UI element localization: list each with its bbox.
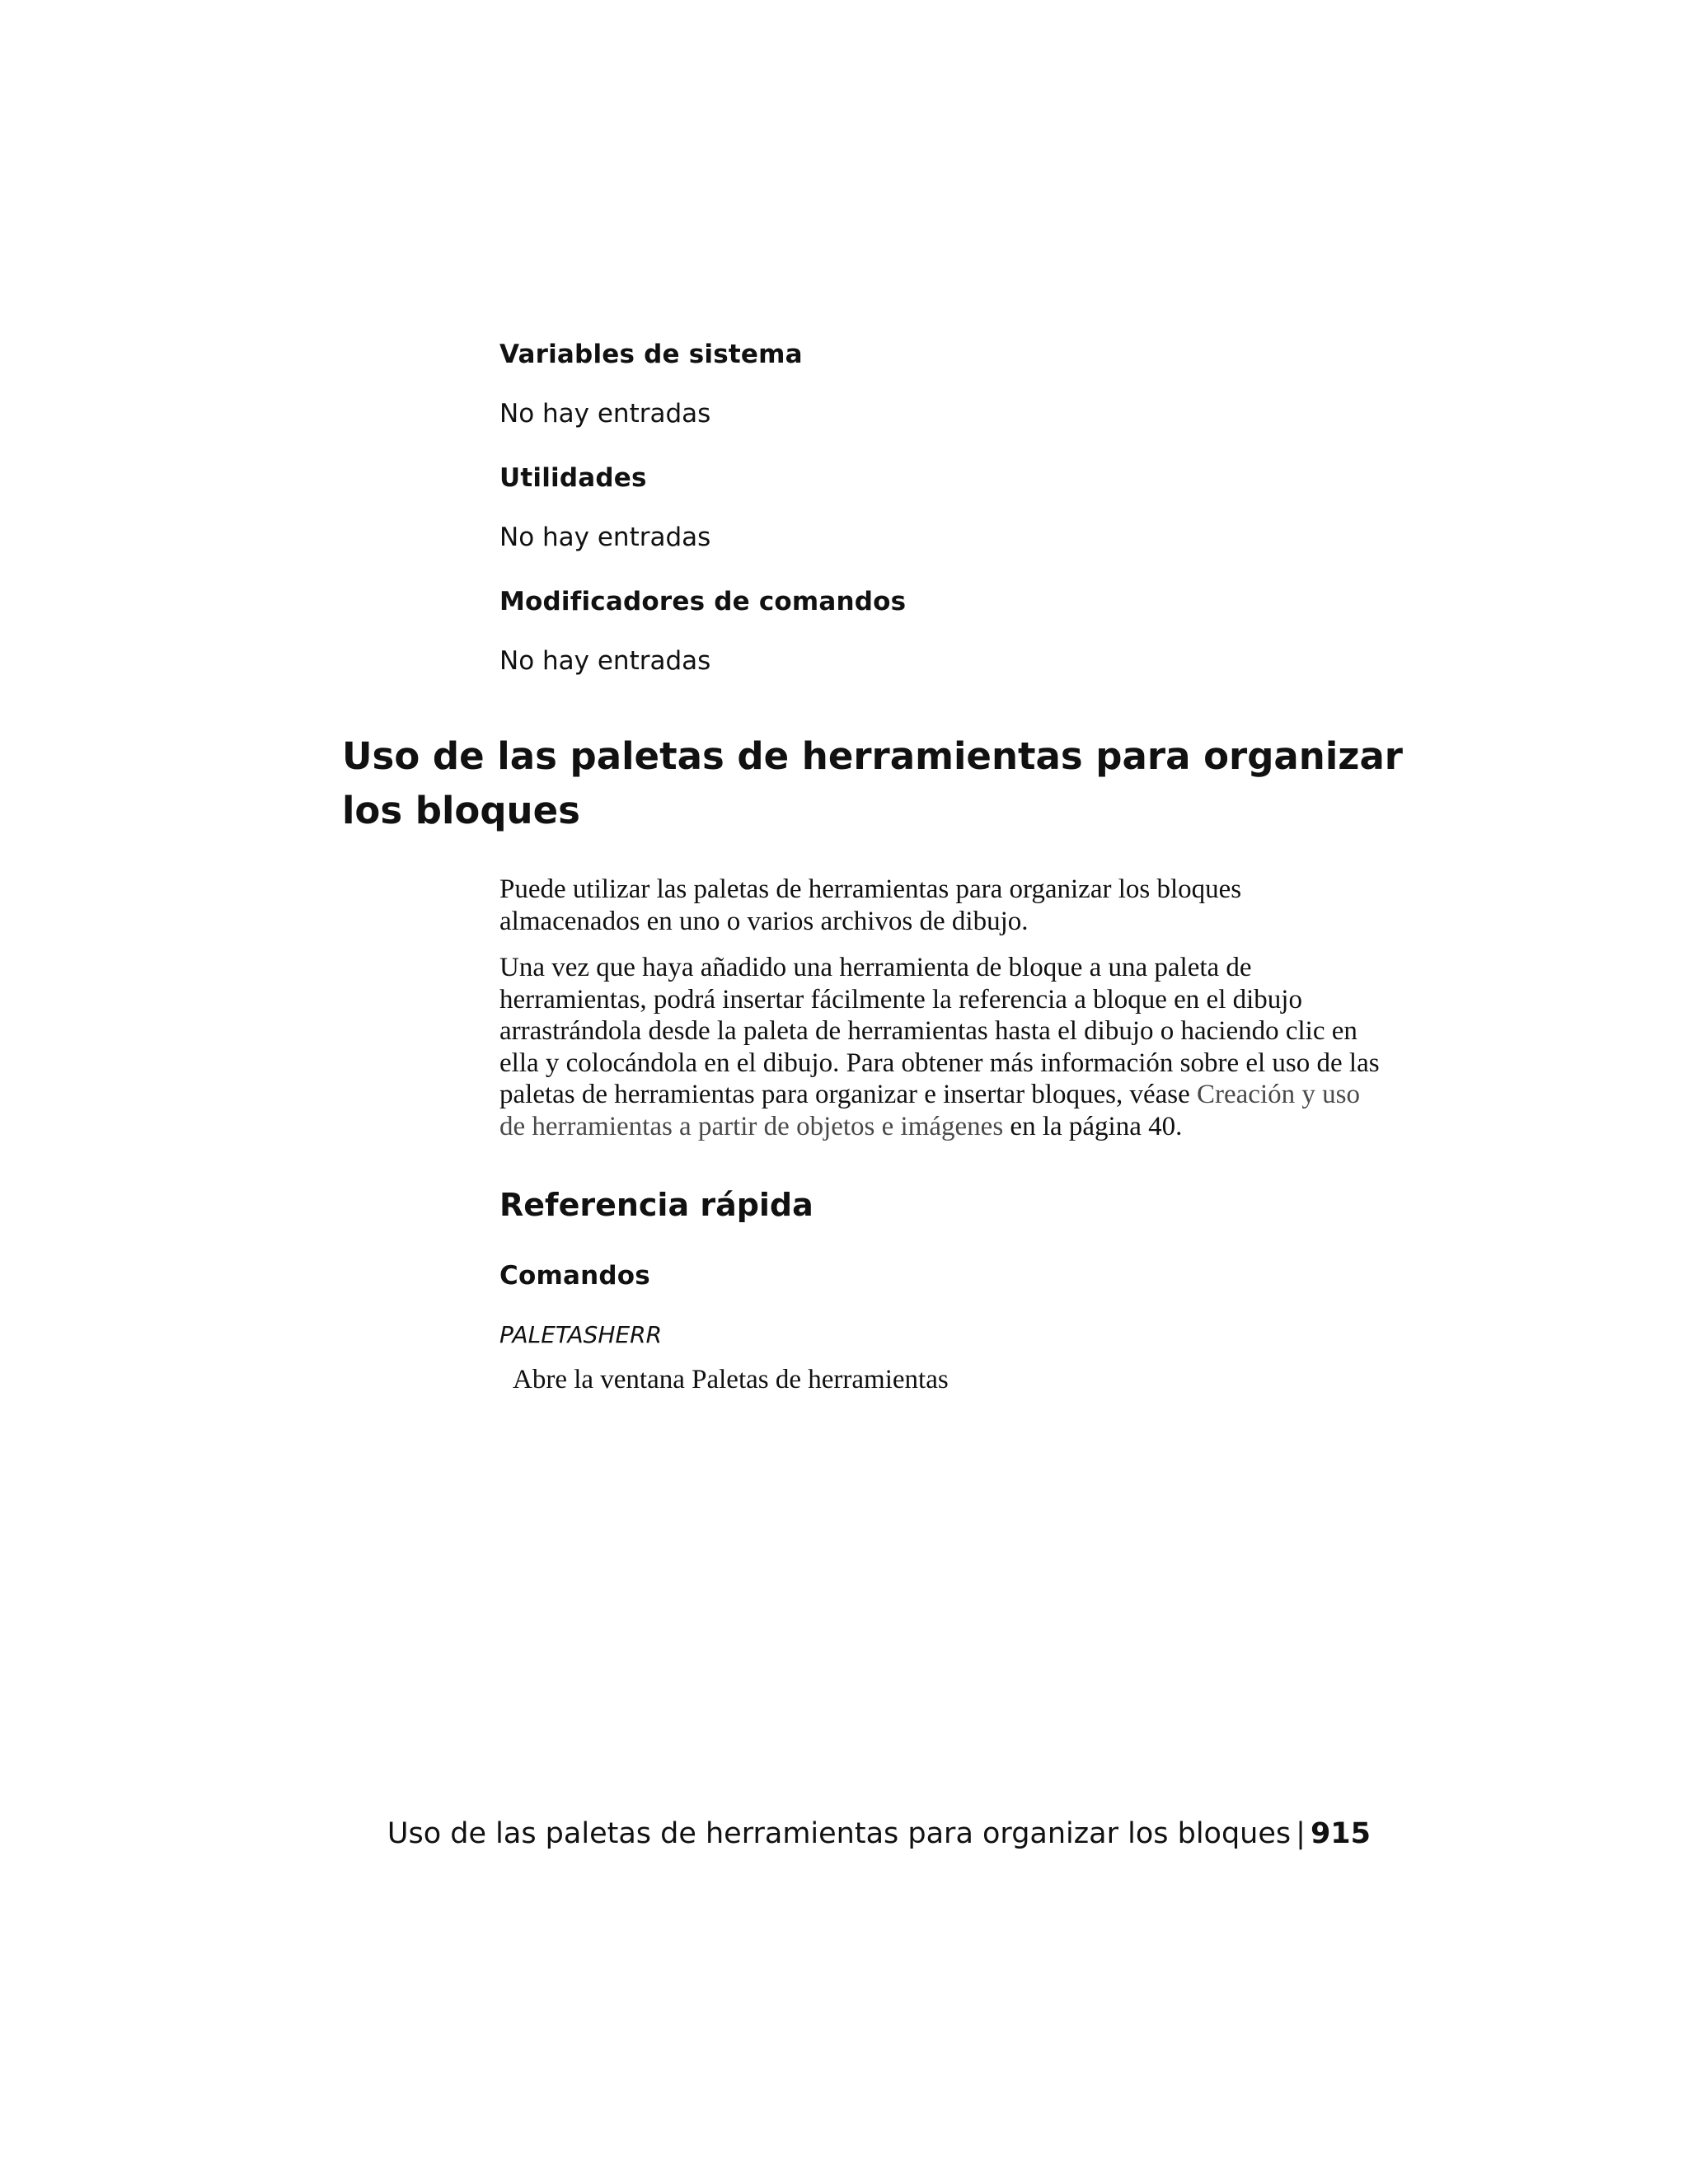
commands-heading: Comandos bbox=[499, 1261, 650, 1291]
utilities-heading: Utilidades bbox=[499, 463, 647, 493]
detail-paragraph-text: Una vez que haya añadido una herramienta de bloque a una paleta de herramientas, podrá insertar fácilmente la referencia a bloque en el dibujo arrastrándola desde la paleta de herramientas hasta el dibujo o haciendo clic en ella y colocándola en el dibujo. Para obtener más información sobre el uso de las paletas de herramientas para organizar e insertar bloques, véase bbox=[499, 953, 1380, 1109]
utilities-text: No hay entradas bbox=[499, 523, 711, 552]
command-modifiers-heading: Modificadores de comandos bbox=[499, 587, 907, 616]
quick-reference-heading: Referencia rápida bbox=[499, 1187, 814, 1223]
system-variables-text: No hay entradas bbox=[499, 399, 711, 429]
command-name: PALETASHERR bbox=[499, 1321, 663, 1348]
section-title: Uso de las paletas de herramientas para organizar los bloques bbox=[342, 734, 1404, 832]
command-description: Abre la ventana Paletas de herramientas bbox=[513, 1365, 949, 1394]
running-title: Uso de las paletas de herramientas para organizar los bloques bbox=[387, 1817, 1292, 1850]
page-number: 915 bbox=[1310, 1817, 1371, 1850]
intro-paragraph: Puede utilizar las paletas de herramientas para organizar los bloques almacenados en uno o varios archivos de dibujo. bbox=[499, 874, 1242, 936]
system-variables-heading: Variables de sistema bbox=[499, 340, 803, 369]
detail-paragraph bbox=[499, 952, 1381, 1142]
command-modifiers-text: No hay entradas bbox=[499, 646, 711, 676]
page-footer bbox=[387, 1817, 1371, 1850]
footer-separator: | bbox=[1296, 1817, 1306, 1850]
cross-reference-link[interactable]: Creación y uso de herramientas a partir de objetos e imágenes bbox=[499, 1080, 1360, 1141]
page-reference-text: en la página 40. bbox=[1003, 1111, 1183, 1141]
